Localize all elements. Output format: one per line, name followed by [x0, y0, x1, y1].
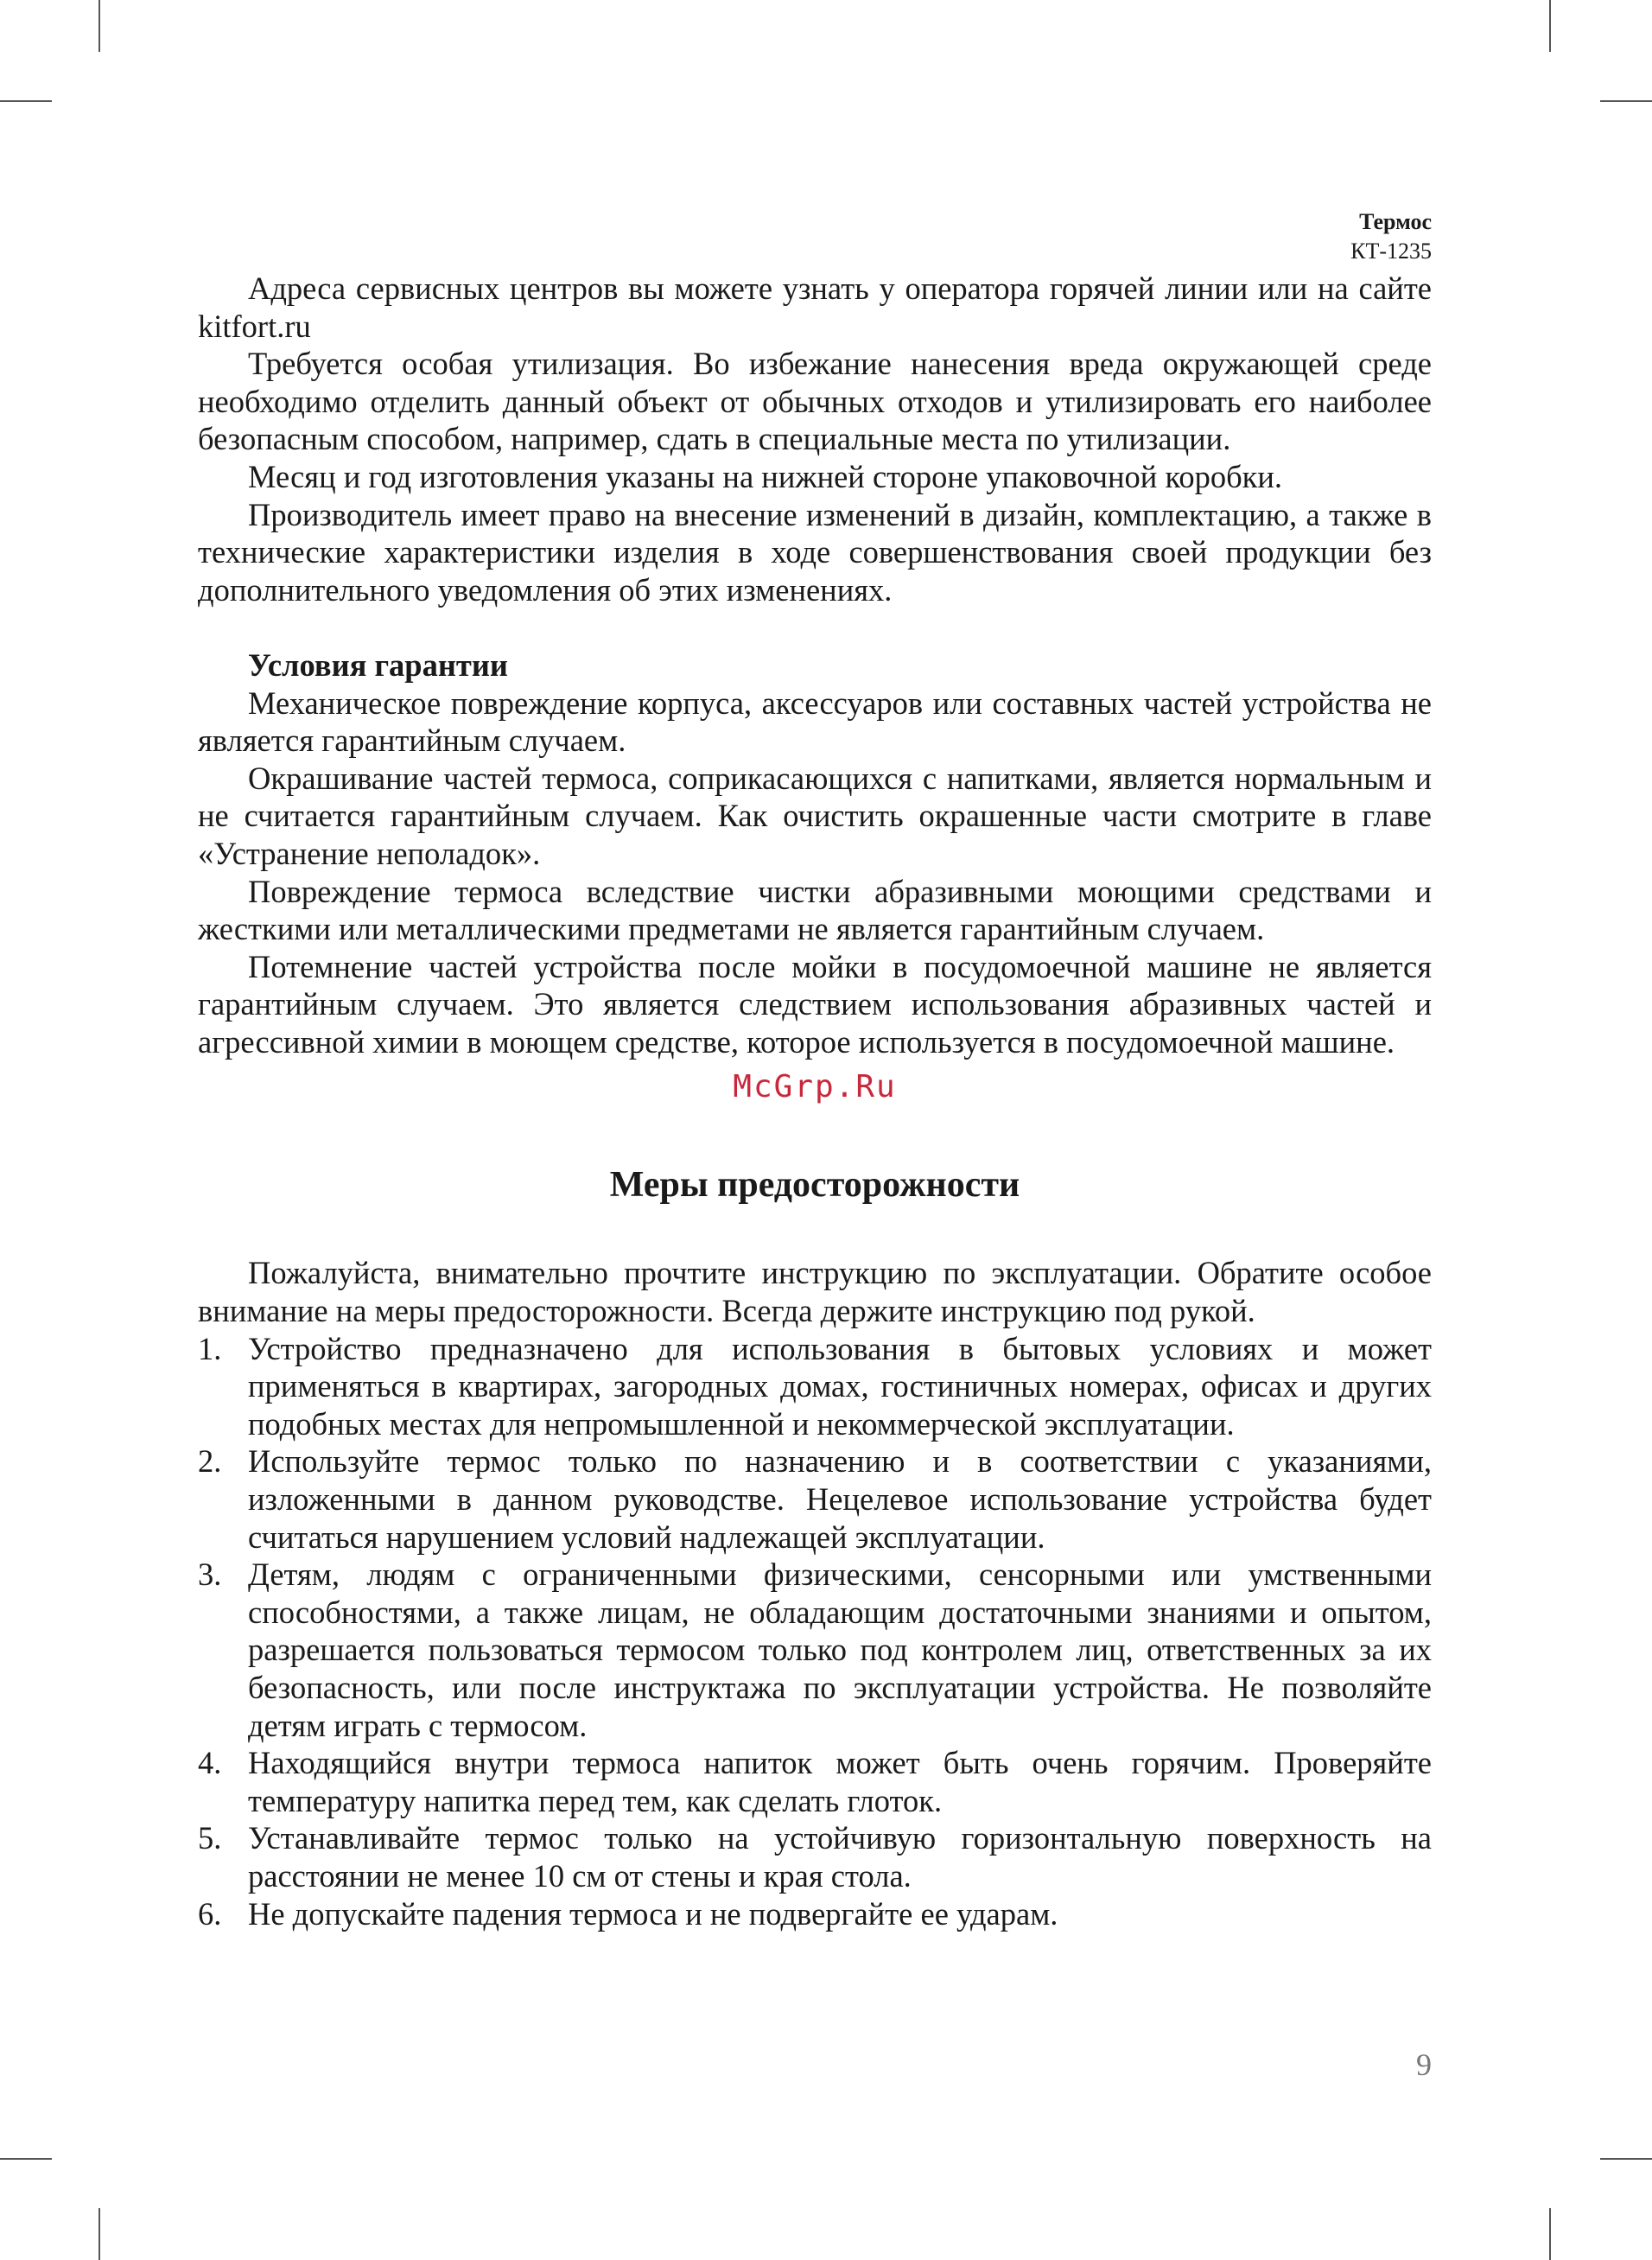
warranty-paragraph: Повреждение термоса вследствие чистки абразивными моющими средствами и жесткими или металлическими предметами не является гарантийным случаем.	[198, 873, 1432, 947]
list-item	[198, 1819, 1432, 1894]
crop-mark-bottom-left-horizontal	[0, 2158, 52, 2160]
paragraph-service-centers: Адреса сервисных центров вы можете узнать у оператора горячей линии или на сайте kitfort.ru	[198, 271, 1432, 344]
warranty-paragraph: Потемнение частей устройства после мойки в посудомоечной машине не является гарантийным случаем. Это является следствием использования абразивных частей и агрессивной химии в моющем средстве, которое используется в посудомоечной машине.	[198, 948, 1432, 1060]
warranty-paragraph: Механическое повреждение корпуса, аксессуаров или составных частей устройства не является гарантийным случаем.	[198, 684, 1432, 759]
spacer	[198, 608, 1432, 646]
list-item	[198, 1330, 1432, 1443]
safety-list	[198, 1330, 1432, 1933]
page-number: 9	[1416, 2047, 1432, 2082]
list-item-text: Находящийся внутри термоса напиток может быть очень горячим. Проверяйте температуру напитка перед тем, как сделать глоток.	[248, 1745, 1432, 1818]
list-item-text: Используйте термос только по назначению и в соответствии с указаниями, изложенными в данном руководстве. Нецелевое использование устройства будет считаться нарушением условий надлежащей эксплуатации.	[248, 1443, 1432, 1555]
paragraph-manufacture-date: Месяц и год изготовления указаны на нижней стороне упаковочной коробки.	[248, 458, 1283, 494]
section-title: Меры предосторожности	[609, 1165, 1020, 1206]
header-model: КТ-1235	[1350, 239, 1432, 264]
list-item-number: 5.	[198, 1820, 222, 1856]
crop-mark-top-left-horizontal	[0, 100, 52, 102]
list-item-text: Устанавливайте термос только на устойчивую горизонтальную поверхность на расстоянии не менее 10 см от стены и края стола.	[248, 1820, 1432, 1894]
warranty-heading: Условия гарантии	[248, 646, 508, 683]
list-item-number: 1.	[198, 1330, 222, 1366]
header-title: Термос	[1359, 209, 1432, 234]
paragraph-manufacturer-rights: Производитель имеет право на внесение изменений в дизайн, комплектацию, а также в технические характеристики изделия в ходе совершенствования своей продукции без дополнительного уведомления об этих изменениях.	[198, 496, 1432, 608]
crop-mark-top-right-vertical	[1549, 0, 1551, 52]
crop-mark-bottom-right-horizontal	[1600, 2158, 1652, 2160]
list-item-number: 6.	[198, 1895, 222, 1932]
list-item-number: 3.	[198, 1557, 222, 1593]
list-item-text: Устройство предназначено для использования в бытовых условиях и может применяться в квартирах, загородных домах, гостиничных номерах, офисах и других подобных местах для непромышленной и некоммерческой эксплуатации.	[248, 1330, 1432, 1442]
page-content	[198, 270, 1432, 1932]
list-item-text: Не допускайте падения термоса и не подвергайте ее ударам.	[248, 1895, 1058, 1932]
watermark: McGrp.Ru	[733, 1069, 897, 1105]
list-item	[198, 1744, 1432, 1819]
crop-mark-bottom-right-vertical	[1549, 2208, 1551, 2260]
list-item-number: 2.	[198, 1443, 222, 1480]
paragraph-disposal: Требуется особая утилизация. Во избежание нанесения вреда окружающей среде необходимо отделить данный объект от обычных отходов и утилизировать его наиболее безопасным способом, например, сдать в специальные места по утилизации.	[198, 346, 1432, 457]
crop-mark-bottom-left-vertical	[98, 2208, 100, 2260]
safety-intro: Пожалуйста, внимательно прочтите инструкцию по эксплуатации. Обратите особое внимание на меры предосторожности. Всегда держите инструкцию под рукой.	[198, 1255, 1432, 1329]
crop-mark-top-left-vertical	[98, 0, 100, 52]
crop-mark-top-right-horizontal	[1600, 100, 1652, 102]
running-header	[1350, 207, 1432, 266]
list-item	[198, 1895, 1432, 1933]
list-item-number: 4.	[198, 1745, 222, 1781]
list-item-text: Детям, людям с ограниченными физическими, сенсорными или умственными способностями, а также лицам, не обладающим достаточными знаниями и опытом, разрешается пользоваться термосом только под контролем лиц, ответственных за их безопасность, или после инструктажа по эксплуатации устройства. Не позволяйте детям играть с термосом.	[248, 1557, 1432, 1743]
list-item	[198, 1556, 1432, 1744]
list-item	[198, 1442, 1432, 1556]
warranty-paragraph: Окрашивание частей термоса, соприкасающихся с напитками, является нормальным и не считается гарантийным случаем. Как очистить окрашенные части смотрите в главе «Устранение неполадок».	[198, 760, 1432, 871]
